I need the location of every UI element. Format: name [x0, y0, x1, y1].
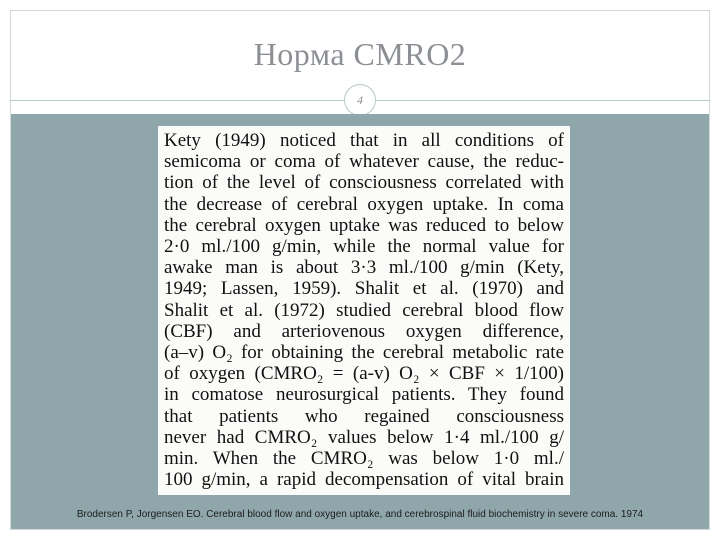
text-line: Kety (1949) noticed that in all conditions of: [164, 130, 564, 151]
text-line: 100 g/min, a rapid decompensation of vital brain: [164, 469, 564, 491]
text-line: semicoma or coma of whatever cause, the reduc-: [164, 151, 564, 173]
text-line: the cerebral oxygen uptake was reduced to below: [164, 214, 564, 236]
text-line: in comatose neurosurgical patients. They found: [164, 384, 564, 406]
text-line: Shalit et al. (1972) studied cerebral blood flow: [164, 299, 564, 321]
text-line: (CBF) and arteriovenous oxygen difference,: [164, 320, 564, 342]
text-line: min. When the CMRO₂ was below 1·0 ml./: [164, 448, 564, 470]
text-line: tion of the level of consciousness correlated with: [164, 172, 564, 194]
text-line: never had CMRO₂ values below 1·4 ml./100 g/: [164, 426, 564, 448]
scanned-text-excerpt: [158, 126, 570, 495]
text-line: the decrease of cerebral oxygen uptake. In coma: [164, 193, 564, 215]
text-line: (a–v) O₂ for obtaining the cerebral metabolic rate: [164, 342, 564, 364]
page-number: 4: [344, 84, 376, 116]
text-line: of oxygen (CMRO₂ = (a-v) O₂ × CBF × 1/100): [164, 363, 564, 385]
divider-left: [10, 100, 344, 101]
citation-caption: Brodersen P, Jorgensen EO. Cerebral blood flow and oxygen uptake, and cerebrospinal fluid biochemistry in severe coma. 1974: [76, 509, 644, 520]
text-line: awake man is about 3·3 ml./100 g/min (Kety,: [164, 257, 564, 279]
text-line: 1949; Lassen, 1959). Shalit et al. (1970) and: [164, 278, 564, 300]
slide-title: Норма CMRO2: [253, 36, 467, 72]
divider-right: [376, 100, 710, 101]
text-line: 2·0 ml./100 g/min, while the normal value for: [164, 236, 564, 258]
text-line: that patients who regained consciousness: [164, 405, 564, 427]
